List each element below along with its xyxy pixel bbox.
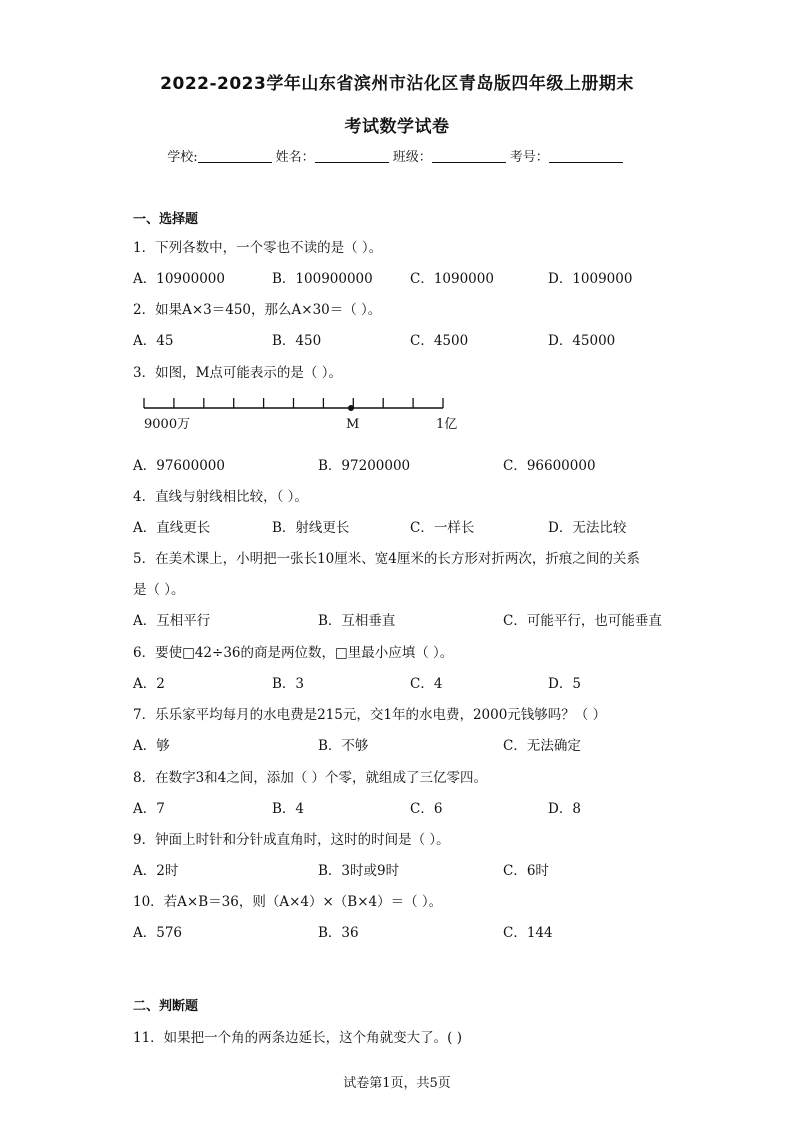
option-b: B．不够	[318, 738, 369, 754]
class-blank	[432, 150, 506, 163]
question-7-options	[133, 734, 693, 752]
option-b: B．射线更长	[272, 520, 350, 536]
number-label: 考号：	[509, 150, 549, 165]
question-7: 7．乐乐家平均每月的水电费是215元，交1年的水电费，2000元钱够吗？（ ）	[133, 707, 607, 723]
option-c: C．144	[503, 925, 553, 941]
option-b: B．100900000	[272, 271, 373, 287]
school-blank	[198, 150, 272, 163]
option-c: C．可能平行，也可能垂直	[503, 613, 662, 629]
number-line-ticks	[144, 398, 443, 408]
option-c: C．4	[410, 676, 443, 692]
option-d: D．无法比较	[548, 520, 627, 536]
question-11: 11．如果把一个角的两条边延长，这个角就变大了。( )	[133, 1030, 463, 1046]
option-b: B．互相垂直	[318, 613, 396, 629]
number-line-left-label: 9000万	[144, 417, 191, 432]
option-a: A．7	[133, 801, 165, 817]
option-b: B．3	[272, 676, 305, 692]
option-c: C．6	[410, 801, 443, 817]
question-5-continued: 是（ ）。	[133, 582, 185, 598]
number-line-right-label: 1亿	[436, 417, 458, 432]
name-label: 姓名：	[275, 150, 315, 165]
class-label: 班级：	[392, 150, 432, 165]
option-a: A．够	[133, 738, 170, 754]
section-judge-heading: 二、判断题	[133, 999, 199, 1014]
question-9-options	[133, 859, 693, 877]
question-8: 8．在数字3和4之间，添加（ ）个零，就组成了三亿零四。	[133, 770, 488, 786]
question-1: 1．下列各数中，一个零也不读的是（ ）。	[133, 240, 383, 256]
question-9: 9．钟面上时针和分针成直角时，这时的时间是（ ）。	[133, 832, 450, 848]
option-a: A．2时	[133, 863, 179, 879]
question-4: 4．直线与射线相比较，（ ）。	[133, 489, 308, 505]
option-a: A．576	[133, 925, 183, 941]
student-info-line	[0, 146, 794, 165]
page-subtitle: 考试数学试卷	[344, 117, 450, 137]
option-b: B．4	[272, 801, 305, 817]
question-2: 2．如果A×3＝450，那么A×30＝（ ）。	[133, 302, 382, 318]
point-m-marker	[348, 405, 354, 411]
number-blank	[549, 150, 623, 163]
option-b: B．97200000	[318, 458, 411, 474]
option-b: B．450	[272, 333, 322, 349]
section-choice-heading: 一、选择题	[133, 212, 199, 227]
option-a: A．直线更长	[133, 520, 211, 536]
option-a: A．97600000	[133, 458, 225, 474]
option-d: D．45000	[548, 333, 616, 349]
option-a: A．互相平行	[133, 613, 211, 629]
page-footer: 试卷第1页，共5页	[343, 1076, 451, 1091]
question-4-options	[133, 516, 693, 534]
question-3-options	[133, 454, 693, 472]
question-8-options	[133, 797, 693, 815]
option-c: C．无法确定	[503, 738, 581, 754]
option-c: C．6时	[503, 863, 549, 879]
option-b: B．3时或9时	[318, 863, 400, 879]
question-5: 5．在美术课上，小明把一张长10厘米、宽4厘米的长方形对折两次，折痕之间的关系	[133, 551, 640, 567]
number-line-figure	[138, 386, 478, 436]
number-line-point-label: M	[346, 417, 360, 432]
question-5-options	[133, 609, 693, 627]
question-3: 3．如图，M点可能表示的是（ ）。	[133, 365, 342, 381]
question-10: 10．若A×B＝36，则（A×4）×（B×4）＝（ ）。	[133, 894, 443, 910]
option-d: D．5	[548, 676, 581, 692]
option-a: A．10900000	[133, 271, 225, 287]
option-d: D．8	[548, 801, 581, 817]
school-label: 学校:	[167, 150, 198, 165]
option-a: A．45	[133, 333, 174, 349]
option-b: B．36	[318, 925, 359, 941]
name-blank	[315, 150, 389, 163]
question-10-options	[133, 921, 693, 939]
option-c: C．一样长	[410, 520, 475, 536]
option-c: C．1090000	[410, 271, 494, 287]
question-6-options	[133, 672, 693, 690]
page-title: 2022-2023学年山东省滨州市沾化区青岛版四年级上册期末	[160, 74, 634, 94]
option-a: A．2	[133, 676, 165, 692]
option-c: C．96600000	[503, 458, 596, 474]
option-c: C．4500	[410, 333, 469, 349]
question-6: 6．要使□42÷36的商是两位数，□里最小应填（ ）。	[133, 645, 454, 661]
question-2-options	[133, 329, 693, 347]
question-1-options	[133, 267, 693, 285]
option-d: D．1009000	[548, 271, 633, 287]
